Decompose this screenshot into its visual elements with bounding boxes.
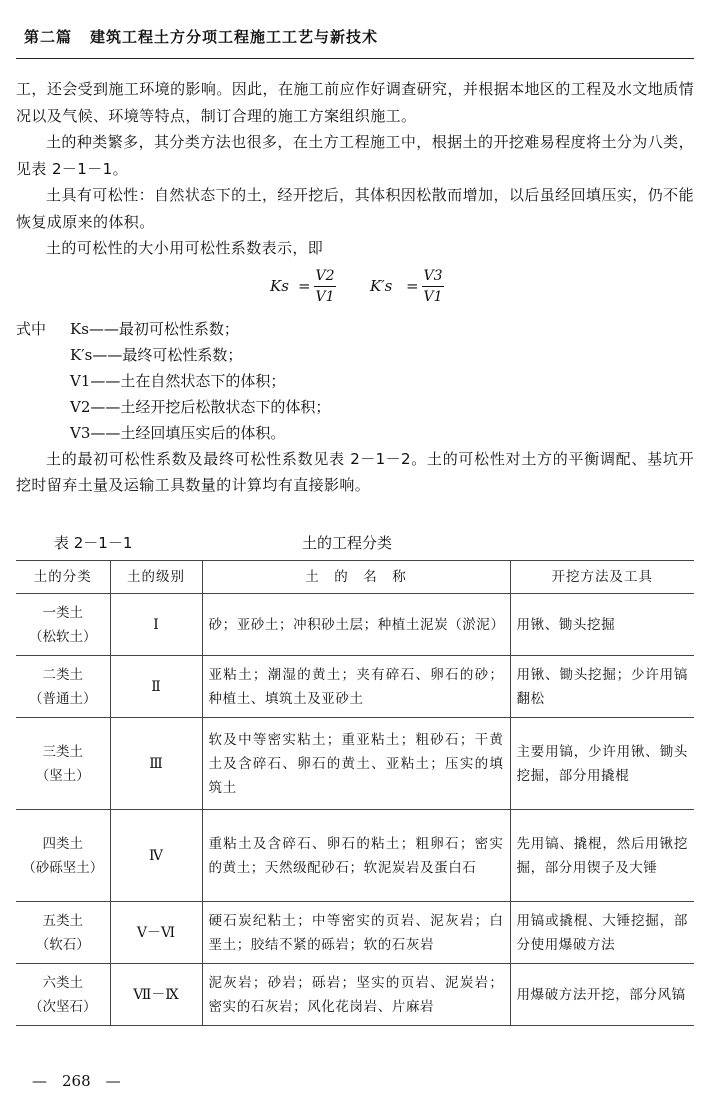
- definition-symbol: K′s: [70, 345, 93, 364]
- definition-item: [70, 420, 694, 446]
- soil-class-cell: 六类土 （次坚石）: [16, 964, 110, 1026]
- soil-grade-cell: Ⅰ: [110, 594, 202, 656]
- fraction-1-denominator: V1: [315, 288, 335, 305]
- table-row: [16, 902, 694, 964]
- formula: [16, 266, 694, 310]
- excavation-method-cell: 用锹、锄头挖掘；少许用镐翻松: [510, 656, 694, 718]
- body-text: [16, 76, 694, 499]
- column-header: 开挖方法及工具: [510, 561, 694, 594]
- definition-symbol: V2: [70, 397, 91, 416]
- soil-name-cell: 重粘土及含碎石、卵石的粘土；粗卵石；密实的黄土；天然级配砂石；软泥炭岩及蛋白石: [202, 810, 510, 902]
- paragraph-3: 土具有可松性：自然状态下的土，经开挖后，其体积因松散而增加，以后虽经回填压实，仍不能恢复成原来的体积。: [16, 186, 694, 231]
- formula-eq-1: =: [298, 276, 311, 295]
- running-header: [16, 26, 694, 47]
- definition-text: ——土经回填压实后的体积。: [90, 423, 286, 442]
- soil-grade-cell: Ⅲ: [110, 718, 202, 810]
- soil-class-cell: 三类土 （坚土）: [16, 718, 110, 810]
- soil-name-cell: 砂；亚砂土；冲积砂土层；种植土泥炭（淤泥）: [202, 594, 510, 656]
- soil-class-cell: 一类土 （松软土）: [16, 594, 110, 656]
- paragraph-1: 工，还会受到施工环境的影响。因此，在施工前应作好调查研究，并根据本地区的工程及水文地质情况以及气候、环境等特点，制订合理的施工方案组织施工。: [16, 80, 694, 125]
- excavation-method-cell: 先用镐、撬棍，然后用锹挖掘，部分用锲子及大锤: [510, 810, 694, 902]
- fraction-2-numerator: V3: [422, 266, 444, 287]
- fraction-1: [314, 266, 336, 307]
- definition-text: ——土在自然状态下的体积；: [90, 371, 286, 390]
- excavation-method-cell: 主要用镐，少许用锹、锄头挖掘，部分用撬棍: [510, 718, 694, 810]
- excavation-method-cell: 用锹、锄头挖掘: [510, 594, 694, 656]
- header-title: 建筑工程土方分项工程施工工艺与新技术: [90, 28, 379, 46]
- paragraph-4: 土的可松性的大小用可松性系数表示，即: [46, 239, 324, 257]
- table-row: [16, 810, 694, 902]
- paragraph-5: 土的最初可松性系数及最终可松性系数见表 2－1－2。土的可松性对土方的平衡调配、基坑开挖时留弃土量及运输工具数量的计算均有直接影响。: [16, 449, 694, 494]
- soil-grade-cell: Ⅳ: [110, 810, 202, 902]
- soil-class-cell: 五类土 （软石）: [16, 902, 110, 964]
- definition-symbol: V1: [70, 371, 91, 390]
- definition-symbol: Ks: [70, 319, 89, 338]
- formula-ks: Ks: [270, 276, 289, 295]
- column-header: 土 的 名 称: [202, 561, 510, 594]
- soil-name-cell: 软及中等密实粘土；重亚粘土；粗砂石；干黄土及含碎石、卵石的黄土、亚粘土；压实的填筑土: [202, 718, 510, 810]
- excavation-method-cell: 用爆破方法开挖，部分风镐: [510, 964, 694, 1026]
- definition-symbol: V3: [70, 423, 91, 442]
- table-title: 土的工程分类: [302, 534, 393, 552]
- formula-ks-prime: K′s: [370, 276, 393, 295]
- fraction-2: [422, 266, 444, 307]
- definition-text: ——最终可松性系数；: [92, 345, 243, 364]
- fraction-2-denominator: V1: [423, 288, 443, 305]
- definition-item: [70, 368, 694, 394]
- soil-grade-cell: Ⅴ－Ⅵ: [110, 902, 202, 964]
- soil-class-cell: 四类土 （砂砾坚土）: [16, 810, 110, 902]
- header-rule: [16, 58, 694, 59]
- table-row: [16, 718, 694, 810]
- table-row: [16, 656, 694, 718]
- table-number: 表 2－1－1: [54, 534, 133, 552]
- soil-name-cell: 硬石炭纪粘土；中等密实的页岩、泥灰岩；白垩土；胶结不紧的砾岩；软的石灰岩: [202, 902, 510, 964]
- definition-text: ——最初可松性系数；: [88, 319, 239, 338]
- soil-class-cell: 二类土 （普通土）: [16, 656, 110, 718]
- table-header-row: [16, 561, 694, 594]
- excavation-method-cell: 用镐或撬棍、大锤挖掘，部分使用爆破方法: [510, 902, 694, 964]
- paragraph-2: 土的种类繁多，其分类方法也很多，在土方工程施工中，根据土的开挖难易程度将土分为八类，见表 2－1－1。: [16, 133, 694, 178]
- soil-grade-cell: Ⅱ: [110, 656, 202, 718]
- table-caption: [16, 532, 694, 554]
- definitions-lead: 式中: [16, 319, 47, 338]
- soil-name-cell: 亚粘土；潮湿的黄土；夹有碎石、卵石的砂；种植土、填筑土及亚砂土: [202, 656, 510, 718]
- page-number: — 268 —: [32, 1072, 121, 1090]
- column-header: 土的级别: [110, 561, 202, 594]
- fraction-1-numerator: V2: [314, 266, 336, 287]
- definition-item: [70, 316, 694, 342]
- column-header: 土的分类: [16, 561, 110, 594]
- soil-grade-cell: Ⅶ－Ⅸ: [110, 964, 202, 1026]
- soil-name-cell: 泥灰岩；砂岩；砾岩；坚实的页岩、泥炭岩；密实的石灰岩；风化花岗岩、片麻岩: [202, 964, 510, 1026]
- definition-item: [70, 394, 694, 420]
- table-row: [16, 594, 694, 656]
- soil-classification-table: [16, 560, 694, 1026]
- symbol-definitions: [16, 316, 694, 446]
- header-part: 第二篇: [24, 28, 73, 46]
- definition-item: [70, 342, 694, 368]
- definition-text: ——土经开挖后松散状态下的体积；: [90, 397, 331, 416]
- table-row: [16, 964, 694, 1026]
- formula-eq-2: =: [406, 276, 419, 295]
